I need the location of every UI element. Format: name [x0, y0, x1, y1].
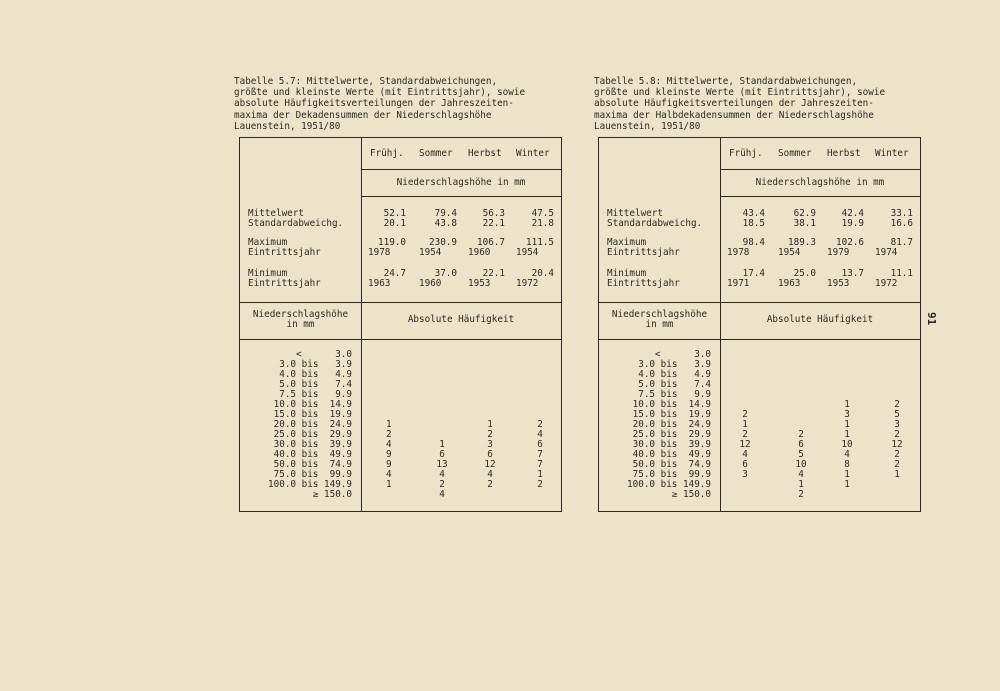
stats-label: Minimum: [248, 268, 288, 279]
frequency-cell: [528, 490, 552, 500]
frequency-cell: [789, 350, 813, 360]
caption-line: größte und kleinste Werte (mit Eintrittsjahr), sowie: [234, 87, 526, 99]
frequency-header: Absolute Häufigkeit: [407, 314, 515, 325]
caption-line: Tabelle 5.7: Mittelwerte, Standardabweichungen,: [234, 76, 498, 87]
frequency-cell: 4: [386, 439, 392, 450]
stat-value: 37.0: [434, 268, 457, 279]
frequency-cell: [835, 350, 859, 360]
stat-value: 33.1: [890, 208, 913, 219]
frequency-cell: 5: [894, 409, 900, 420]
frequency-cell: [885, 350, 909, 360]
stat-year: 1972: [875, 278, 898, 289]
stat-year: 1953: [827, 278, 850, 289]
frequency-cell: 7: [537, 459, 543, 470]
frequency-cell: [386, 370, 410, 380]
frequency-cell: [478, 400, 502, 410]
class-label: 3.0 bis 3.9: [638, 359, 711, 370]
stat-value: 22.1: [482, 268, 505, 279]
stat-value: 56.3: [482, 208, 505, 219]
stat-value: 21.8: [531, 218, 554, 229]
frequency-cell: [430, 370, 454, 380]
stat-year: 1974: [875, 247, 898, 258]
stat-year: 1954: [516, 247, 539, 258]
frequency-cell: 2: [798, 429, 804, 440]
frequency-cell: 12: [891, 439, 903, 450]
frequency-cell: [478, 490, 502, 500]
class-label: 40.0 bis 49.9: [632, 449, 711, 460]
stats-label: Eintrittsjahr: [248, 247, 321, 258]
stat-value: 98.4: [742, 237, 765, 248]
frequency-cell: 6: [439, 449, 445, 460]
frequency-cell: 4: [439, 489, 445, 500]
frequency-column-fruehj: [733, 350, 757, 500]
season-header: Frühj.: [370, 148, 404, 159]
caption-line: größte und kleinste Werte (mit Eintrittsjahr), sowie: [594, 87, 886, 99]
season-header: Winter: [516, 148, 550, 159]
frequency-cell: [430, 390, 454, 400]
class-label: 75.0 bis 99.9: [273, 469, 352, 480]
frequency-column-herbst: [478, 350, 502, 500]
frequency-cell: [386, 380, 410, 390]
frequency-cell: 1: [844, 399, 850, 410]
frequency-cell: [430, 400, 454, 410]
stats-label: Maximum: [248, 237, 288, 248]
frequency-cell: 2: [487, 429, 493, 440]
frequency-cell: [789, 370, 813, 380]
frequency-cell: 4: [439, 469, 445, 480]
stat-value: 106.7: [477, 237, 505, 248]
stats-label: Eintrittsjahr: [607, 278, 680, 289]
frequency-cell: 6: [487, 449, 493, 460]
season-header: Winter: [875, 148, 909, 159]
frequency-cell: 10: [841, 439, 853, 450]
class-header: Niederschlagshöhe: [611, 309, 708, 320]
frequency-cell: 1: [844, 479, 850, 490]
frequency-cell: 1: [798, 479, 804, 490]
class-header: in mm: [286, 319, 315, 330]
class-label: < 3.0: [655, 349, 711, 360]
frequency-cell: [885, 480, 909, 490]
class-label: 50.0 bis 74.9: [273, 459, 352, 470]
frequency-cell: [430, 410, 454, 420]
stat-value: 81.7: [890, 237, 913, 248]
frequency-cell: 10: [795, 459, 807, 470]
stats-label: Maximum: [607, 237, 647, 248]
stat-value: 79.4: [434, 208, 457, 219]
frequency-cell: [528, 360, 552, 370]
stat-year: 1972: [516, 278, 539, 289]
stat-value: 38.1: [793, 218, 816, 229]
frequency-cell: 7: [537, 449, 543, 460]
frequency-cell: [733, 360, 757, 370]
stat-value: 19.9: [841, 218, 864, 229]
season-header: Frühj.: [729, 148, 763, 159]
season-header: Herbst: [827, 148, 861, 159]
frequency-cell: [386, 490, 410, 500]
frequency-cell: 6: [798, 439, 804, 450]
frequency-cell: [885, 490, 909, 500]
stats-label: Eintrittsjahr: [248, 278, 321, 289]
stats-label: Standardabweichg.: [607, 218, 703, 229]
class-label: 10.0 bis 14.9: [632, 399, 711, 410]
stat-value: 119.0: [378, 237, 406, 248]
stat-value: 13.7: [841, 268, 864, 279]
table-caption-5-7: [234, 76, 564, 132]
frequency-cell: [733, 490, 757, 500]
frequency-cell: [733, 390, 757, 400]
stats-label: Standardabweichg.: [248, 218, 344, 229]
stats-label: Mittelwert: [248, 208, 304, 219]
stat-value: 20.1: [383, 218, 406, 229]
frequency-cell: [478, 370, 502, 380]
caption-line: Lauenstein, 1951/80: [594, 120, 701, 132]
caption-line: Lauenstein, 1951/80: [234, 120, 341, 132]
caption-line: absolute Häufigkeitsverteilungen der Jahreszeiten-: [594, 98, 874, 110]
class-label: 30.0 bis 39.9: [273, 439, 352, 450]
frequency-cell: 1: [894, 469, 900, 480]
frequency-cell: 13: [436, 459, 448, 470]
frequency-cell: 3: [742, 469, 748, 480]
class-label: 4.0 bis 4.9: [279, 369, 352, 380]
class-label: 4.0 bis 4.9: [638, 369, 711, 380]
frequency-cell: [835, 370, 859, 380]
class-label: 25.0 bis 29.9: [632, 429, 711, 440]
frequency-cell: 4: [798, 469, 804, 480]
unit-header: Niederschlagshöhe in mm: [755, 177, 885, 188]
class-label: 25.0 bis 29.9: [273, 429, 352, 440]
stat-value: 47.5: [531, 208, 554, 219]
stat-year: 1978: [368, 247, 391, 258]
stat-year: 1954: [419, 247, 442, 258]
class-column: [248, 350, 352, 500]
frequency-cell: 4: [487, 469, 493, 480]
frequency-cell: [835, 360, 859, 370]
class-label: 100.0 bis 149.9: [627, 479, 711, 490]
frequency-cell: [528, 350, 552, 360]
frequency-cell: [528, 400, 552, 410]
frequency-cell: 1: [844, 419, 850, 430]
frequency-cell: [789, 380, 813, 390]
stat-value: 42.4: [841, 208, 864, 219]
frequency-cell: 1: [386, 419, 392, 430]
stats-label: Eintrittsjahr: [607, 247, 680, 258]
frequency-cell: 3: [487, 439, 493, 450]
frequency-cell: 8: [844, 459, 850, 470]
frequency-cell: 2: [894, 429, 900, 440]
frequency-cell: [386, 350, 410, 360]
stat-year: 1971: [727, 278, 750, 289]
stat-value: 43.8: [434, 218, 457, 229]
class-label: 40.0 bis 49.9: [273, 449, 352, 460]
frequency-cell: [789, 360, 813, 370]
frequency-cell: 2: [537, 479, 543, 490]
frequency-cell: 9: [386, 459, 392, 470]
frequency-cell: 5: [798, 449, 804, 460]
class-label: ≥ 150.0: [671, 489, 711, 500]
frequency-cell: [430, 360, 454, 370]
frequency-cell: [885, 360, 909, 370]
class-header: Niederschlagshöhe: [252, 309, 349, 320]
frequency-column-sommer: [789, 350, 813, 500]
stat-year: 1979: [827, 247, 850, 258]
stat-value: 52.1: [383, 208, 406, 219]
frequency-cell: 2: [386, 429, 392, 440]
frequency-cell: 1: [487, 419, 493, 430]
stat-year: 1978: [727, 247, 750, 258]
class-label: 50.0 bis 74.9: [632, 459, 711, 470]
frequency-cell: 6: [742, 459, 748, 470]
class-label: 20.0 bis 24.9: [632, 419, 711, 430]
class-label: 100.0 bis 149.9: [268, 479, 352, 490]
frequency-cell: 9: [386, 449, 392, 460]
class-label: 15.0 bis 19.9: [273, 409, 352, 420]
table-caption-5-8: [594, 76, 924, 132]
season-header: Sommer: [419, 148, 453, 159]
frequency-cell: 1: [439, 439, 445, 450]
frequency-cell: 12: [739, 439, 751, 450]
frequency-cell: 1: [844, 429, 850, 440]
stat-year: 1953: [468, 278, 491, 289]
stat-value: 25.0: [793, 268, 816, 279]
frequency-cell: 2: [537, 419, 543, 430]
frequency-cell: 6: [537, 439, 543, 450]
season-header: Sommer: [778, 148, 812, 159]
frequency-cell: [528, 380, 552, 390]
frequency-cell: [478, 360, 502, 370]
frequency-cell: [885, 370, 909, 380]
frequency-cell: [430, 380, 454, 390]
frequency-column-winter: [528, 350, 552, 500]
frequency-cell: [733, 370, 757, 380]
frequency-cell: [789, 400, 813, 410]
class-label: 3.0 bis 3.9: [279, 359, 352, 370]
frequency-cell: [478, 380, 502, 390]
frequency-cell: 2: [894, 449, 900, 460]
stat-value: 17.4: [742, 268, 765, 279]
stat-value: 62.9: [793, 208, 816, 219]
unit-header: Niederschlagshöhe in mm: [396, 177, 526, 188]
frequency-cell: 2: [894, 459, 900, 470]
frequency-cell: 2: [439, 479, 445, 490]
class-label: 30.0 bis 39.9: [632, 439, 711, 450]
stat-value: 230.9: [429, 237, 457, 248]
table-5-8: [598, 137, 921, 512]
frequency-cell: 1: [537, 469, 543, 480]
stat-value: 43.4: [742, 208, 765, 219]
class-label: ≥ 150.0: [312, 489, 352, 500]
caption-line: maxima der Dekadensummen der Niederschlagshöhe: [234, 109, 492, 121]
season-header: Herbst: [468, 148, 502, 159]
frequency-cell: 2: [894, 399, 900, 410]
frequency-cell: 1: [844, 469, 850, 480]
stat-value: 102.6: [836, 237, 864, 248]
frequency-cell: 12: [484, 459, 496, 470]
class-label: 5.0 bis 7.4: [638, 379, 711, 390]
class-label: 15.0 bis 19.9: [632, 409, 711, 420]
frequency-cell: 2: [742, 429, 748, 440]
frequency-cell: [478, 350, 502, 360]
stat-value: 22.1: [482, 218, 505, 229]
stat-value: 189.3: [788, 237, 816, 248]
table-5-7: [239, 137, 562, 512]
frequency-cell: [528, 370, 552, 380]
class-header: in mm: [645, 319, 674, 330]
caption-line: absolute Häufigkeitsverteilungen der Jahreszeiten-: [234, 98, 514, 110]
class-label: 75.0 bis 99.9: [632, 469, 711, 480]
stat-value: 20.4: [531, 268, 554, 279]
stat-year: 1960: [468, 247, 491, 258]
frequency-cell: [885, 380, 909, 390]
frequency-column-sommer: [430, 350, 454, 500]
stat-value: 24.7: [383, 268, 406, 279]
caption-line: Tabelle 5.8: Mittelwerte, Standardabweichungen,: [594, 76, 858, 87]
class-column: [607, 350, 711, 500]
frequency-cell: 4: [386, 469, 392, 480]
class-label: 20.0 bis 24.9: [273, 419, 352, 430]
stat-value: 18.5: [742, 218, 765, 229]
class-label: < 3.0: [296, 349, 352, 360]
frequency-column-fruehj: [386, 350, 410, 500]
frequency-header: Absolute Häufigkeit: [766, 314, 874, 325]
frequency-cell: 2: [487, 479, 493, 490]
frequency-cell: [835, 380, 859, 390]
frequency-cell: [733, 480, 757, 490]
frequency-cell: [789, 390, 813, 400]
class-label: 5.0 bis 7.4: [279, 379, 352, 390]
class-label: 7.5 bis 9.9: [638, 389, 711, 400]
frequency-cell: [528, 390, 552, 400]
frequency-cell: 3: [894, 419, 900, 430]
frequency-cell: [386, 360, 410, 370]
caption-line: maxima der Halbdekadensummen der Niederschlagshöhe: [594, 109, 874, 121]
stat-year: 1963: [778, 278, 801, 289]
stat-year: 1963: [368, 278, 391, 289]
frequency-cell: [430, 350, 454, 360]
frequency-cell: 4: [844, 449, 850, 460]
class-label: 7.5 bis 9.9: [279, 389, 352, 400]
class-label: 10.0 bis 14.9: [273, 399, 352, 410]
frequency-cell: 4: [537, 429, 543, 440]
frequency-cell: 2: [798, 489, 804, 500]
frequency-cell: [386, 390, 410, 400]
frequency-cell: [478, 390, 502, 400]
frequency-cell: [733, 350, 757, 360]
stats-label: Mittelwert: [607, 208, 663, 219]
stat-value: 111.5: [526, 237, 554, 248]
stat-value: 16.6: [890, 218, 913, 229]
frequency-cell: [835, 490, 859, 500]
frequency-cell: [386, 400, 410, 410]
stats-label: Minimum: [607, 268, 647, 279]
stat-year: 1960: [419, 278, 442, 289]
frequency-column-herbst: [835, 350, 859, 500]
frequency-cell: 4: [742, 449, 748, 460]
frequency-cell: 2: [742, 409, 748, 420]
frequency-cell: 3: [844, 409, 850, 420]
stat-year: 1954: [778, 247, 801, 258]
page-number: 91: [925, 312, 938, 326]
frequency-cell: [733, 380, 757, 390]
stat-value: 11.1: [890, 268, 913, 279]
frequency-cell: [430, 420, 454, 430]
frequency-cell: [789, 410, 813, 420]
frequency-cell: 1: [742, 419, 748, 430]
frequency-cell: 1: [386, 479, 392, 490]
frequency-column-winter: [885, 350, 909, 500]
